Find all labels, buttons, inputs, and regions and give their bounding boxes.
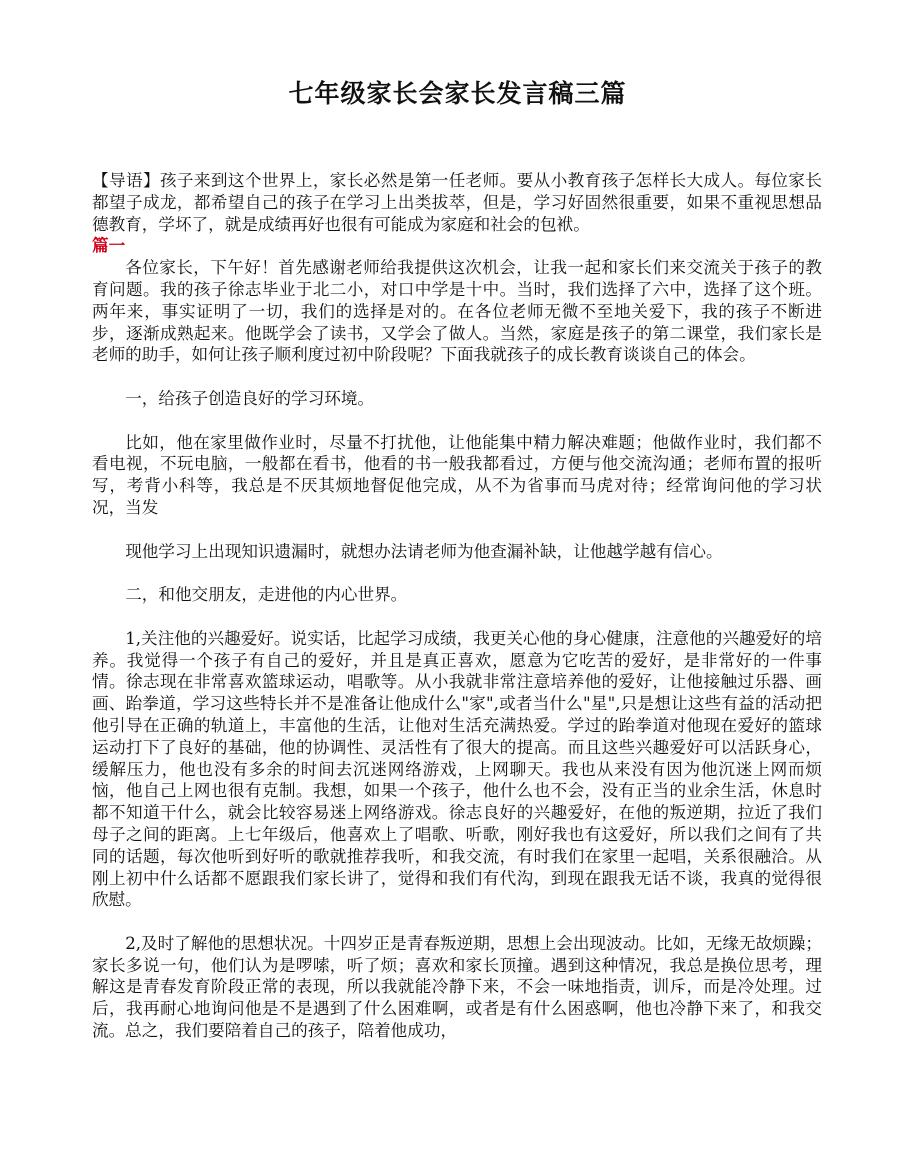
paragraph-continuation: 现他学习上出现知识遗漏时，就想办法请老师为他查漏补缺，让他越学越有信心。 bbox=[125, 541, 723, 561]
paragraph-thoughts: 2,及时了解他的思想状况。十四岁正是青春叛逆期，思想上会出现波动。比如，无缘无故烦躁；家长多说一句，他们认为是啰嗦，听了烦；喜欢和家长顶撞。遇到这种情况，我总是换位思考，理解这是青春发育阶段正常的表现，所以我就能冷静下来，不会一味地指责，训斥，而是冷处理。过后，我再耐心地询问他是不是遇到了什么困难啊，或者是有什么困惑啊，他也冷静下来了，和我交流。总之，我们要陪着自己的孩子，陪着他成功， bbox=[92, 933, 822, 1041]
paragraph-point-two-heading: 二，和他交朋友，走进他的内心世界。 bbox=[125, 585, 408, 605]
intro-paragraph: 【导语】孩子来到这个世界上，家长必然是第一任老师。要从小教育孩子怎样长大成人。每位家长都望子成龙，都希望自己的孩子在学习上出类拔萃，但是，学习好固然很重要，如果不重视思想品德教育，学坏了，就是成绩再好也很有可能成为家庭和社会的包袱。 bbox=[92, 171, 822, 234]
document-body bbox=[92, 170, 822, 1042]
paragraph-study-environment: 比如，他在家里做作业时，尽量不打扰他，让他能集中精力解决难题；他做作业时，我们都不看电视，不玩电脑，一般都在看书，他看的书一般我都看过，方便与他交流沟通；老师布置的报听写，考背小科等，我总是不厌其烦地督促他完成，从不为省事而马虎对待；经常询问他的学习状况，当发 bbox=[92, 432, 822, 517]
paragraph-interests: 1,关注他的兴趣爱好。说实话，比起学习成绩，我更关心他的身心健康，注意他的兴趣爱好的培养。我觉得一个孩子有自己的爱好，并且是真正喜欢，愿意为它吃苦的爱好，是非常好的一件事情。徐志现在非常喜欢篮球运动，唱歌等。从小我就非常注意培养他的爱好，让他接触过乐器、画画、跆拳道，学习这些特长并不是准备让他成什么"家",或者当什么"星",只是想让这些有益的活动把他引导在正确的轨道上，丰富他的生活，让他对生活充满热爱。学过的跆拳道对他现在爱好的篮球运动打下了良好的基础，他的协调性、灵活性有了很大的提高。而且这些兴趣爱好可以活跃身心，缓解压力，他也没有多余的时间去沉迷网络游戏，上网聊天。我也从来没有因为他沉迷上网而烦恼，他自己上网也很有克制。我想，如果一个孩子，他什么也不会，没有正当的业余生活，休息时都不知道干什么，就会比较容易迷上网络游戏。徐志良好的兴趣爱好，在他的叛逆期，拉近了我们母子之间的距离。上七年级后，他喜欢上了唱歌、听歌，刚好我也有这爱好，所以我们之间有了共同的话题，每次他听到好听的歌就推荐我听，和我交流，有时我们在家里一起唱，关系很融洽。从刚上初中什么话都不愿跟我们家长讲了，觉得和我们有代沟，到现在跟我无话不谈，我真的觉得很欣慰。 bbox=[92, 628, 822, 910]
paragraph-point-one-heading: 一，给孩子创造良好的学习环境。 bbox=[125, 388, 375, 408]
paragraph-greeting: 各位家长，下午好！首先感谢老师给我提供这次机会，让我一起和家长们来交流关于孩子的教育问题。我的孩子徐志毕业于北二小，对口中学是十中。当时，我们选择了六中，选择了这个班。两年来，事实证明了一切，我们的选择是对的。在各位老师无微不至地关爱下，我的孩子不断进步，逐渐成熟起来。他既学会了读书，又学会了做人。当然，家庭是孩子的第二课堂，我们家长是老师的助手，如何让孩子顺利度过初中阶段呢？下面我就孩子的成长教育谈谈自己的体会。 bbox=[92, 258, 822, 365]
document-title: 七年级家长会家长发言稿三篇 bbox=[288, 79, 627, 108]
section-heading: 篇一 bbox=[92, 235, 126, 256]
